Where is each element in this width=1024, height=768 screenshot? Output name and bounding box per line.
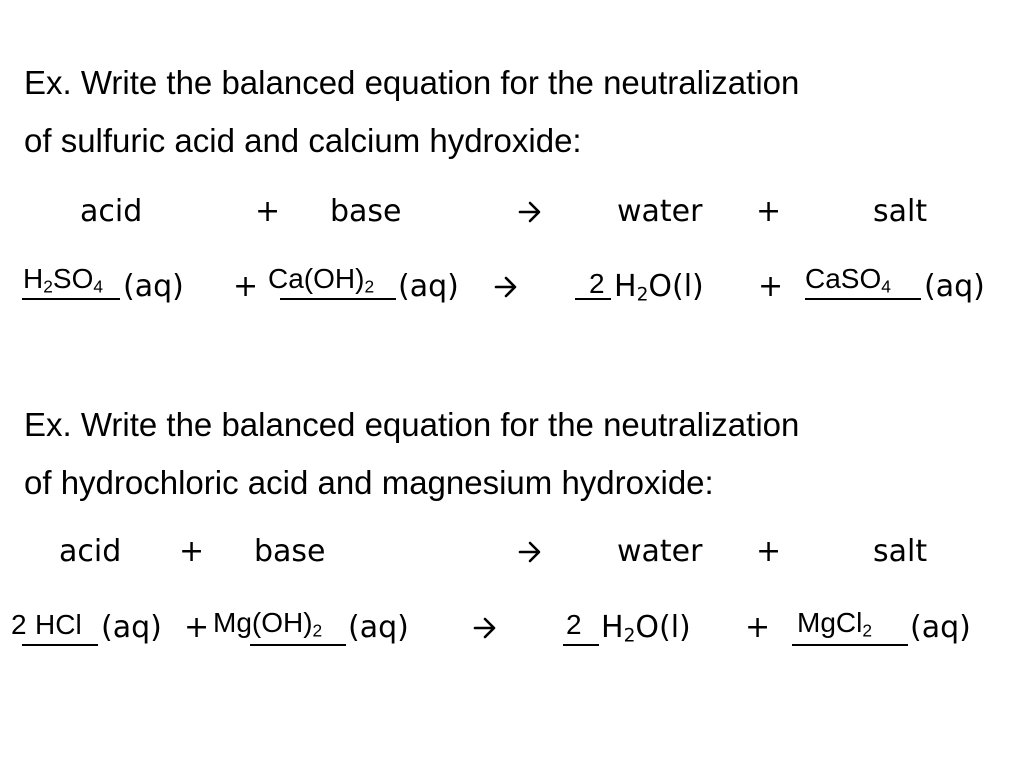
example2-header-water: water (617, 534, 703, 569)
example1-prompt-line1: Ex. Write the balanced equation for the neutralization (24, 64, 800, 101)
example2-header-plus2: + (756, 534, 782, 569)
example2-salt-blank (792, 644, 908, 646)
example1-state-aq2: (aq) (398, 269, 459, 304)
example1-water-coefficient: 2 (589, 268, 605, 299)
example1-prompt-line2: of sulfuric acid and calcium hydroxide: (24, 122, 582, 159)
example1-plus2: + (758, 269, 784, 304)
example2-state-aq3: (aq) (910, 610, 971, 645)
right-arrow-icon (494, 275, 518, 299)
example1-base-blank (280, 298, 396, 300)
example1-header-base: base (330, 194, 402, 229)
example1-water-blank (575, 298, 611, 300)
example2-header-salt: salt (873, 534, 928, 569)
example2-water-formula: $H_2O(l)$ (601, 610, 691, 647)
example2-acid-coefficient: 2 (11, 609, 27, 640)
example2-prompt-line2: of hydrochloric acid and magnesium hydroxide: (24, 464, 714, 501)
example2-base-answer: $Mg(OH)_2$ (213, 607, 323, 641)
example2-acid-blank (22, 644, 98, 646)
example2-plus1: + (184, 610, 210, 645)
example2-salt-answer: MgCl$_2$ (797, 607, 872, 641)
example2-water-blank (563, 644, 599, 646)
example2-acid-answer: HCl (35, 609, 82, 640)
example2-header-acid: acid (59, 534, 122, 569)
example2-header-plus1: + (179, 534, 205, 569)
right-arrow-icon (518, 540, 542, 564)
example2-header-base: base (254, 534, 326, 569)
example1-plus1: + (233, 269, 259, 304)
example1-header-water: water (617, 194, 703, 229)
example1-water-formula: $H_2O(l)$ (614, 269, 704, 306)
example1-header-plus1: + (255, 194, 281, 229)
example1-state-aq3: (aq) (924, 269, 985, 304)
example2-state-aq2: (aq) (348, 610, 409, 645)
example1-salt-answer: CaSO$_4$ (805, 263, 891, 297)
example2-base-blank (250, 644, 346, 646)
example2-water-coefficient: 2 (566, 609, 582, 640)
example1-header-acid: acid (80, 194, 143, 229)
example2-state-aq1: (aq) (101, 610, 162, 645)
example1-state-aq1: (aq) (123, 269, 184, 304)
example1-acid-answer: $H_2SO_4$ (23, 263, 104, 297)
example1-header-plus2: + (756, 194, 782, 229)
example1-header-salt: salt (873, 194, 928, 229)
example2-plus2: + (745, 610, 771, 645)
example2-prompt-line1: Ex. Write the balanced equation for the neutralization (24, 406, 800, 443)
example1-base-answer: $Ca(OH)_2$ (268, 263, 375, 297)
right-arrow-icon (473, 616, 497, 640)
example1-salt-blank (805, 298, 921, 300)
example1-acid-blank (22, 298, 120, 300)
right-arrow-icon (518, 200, 542, 224)
